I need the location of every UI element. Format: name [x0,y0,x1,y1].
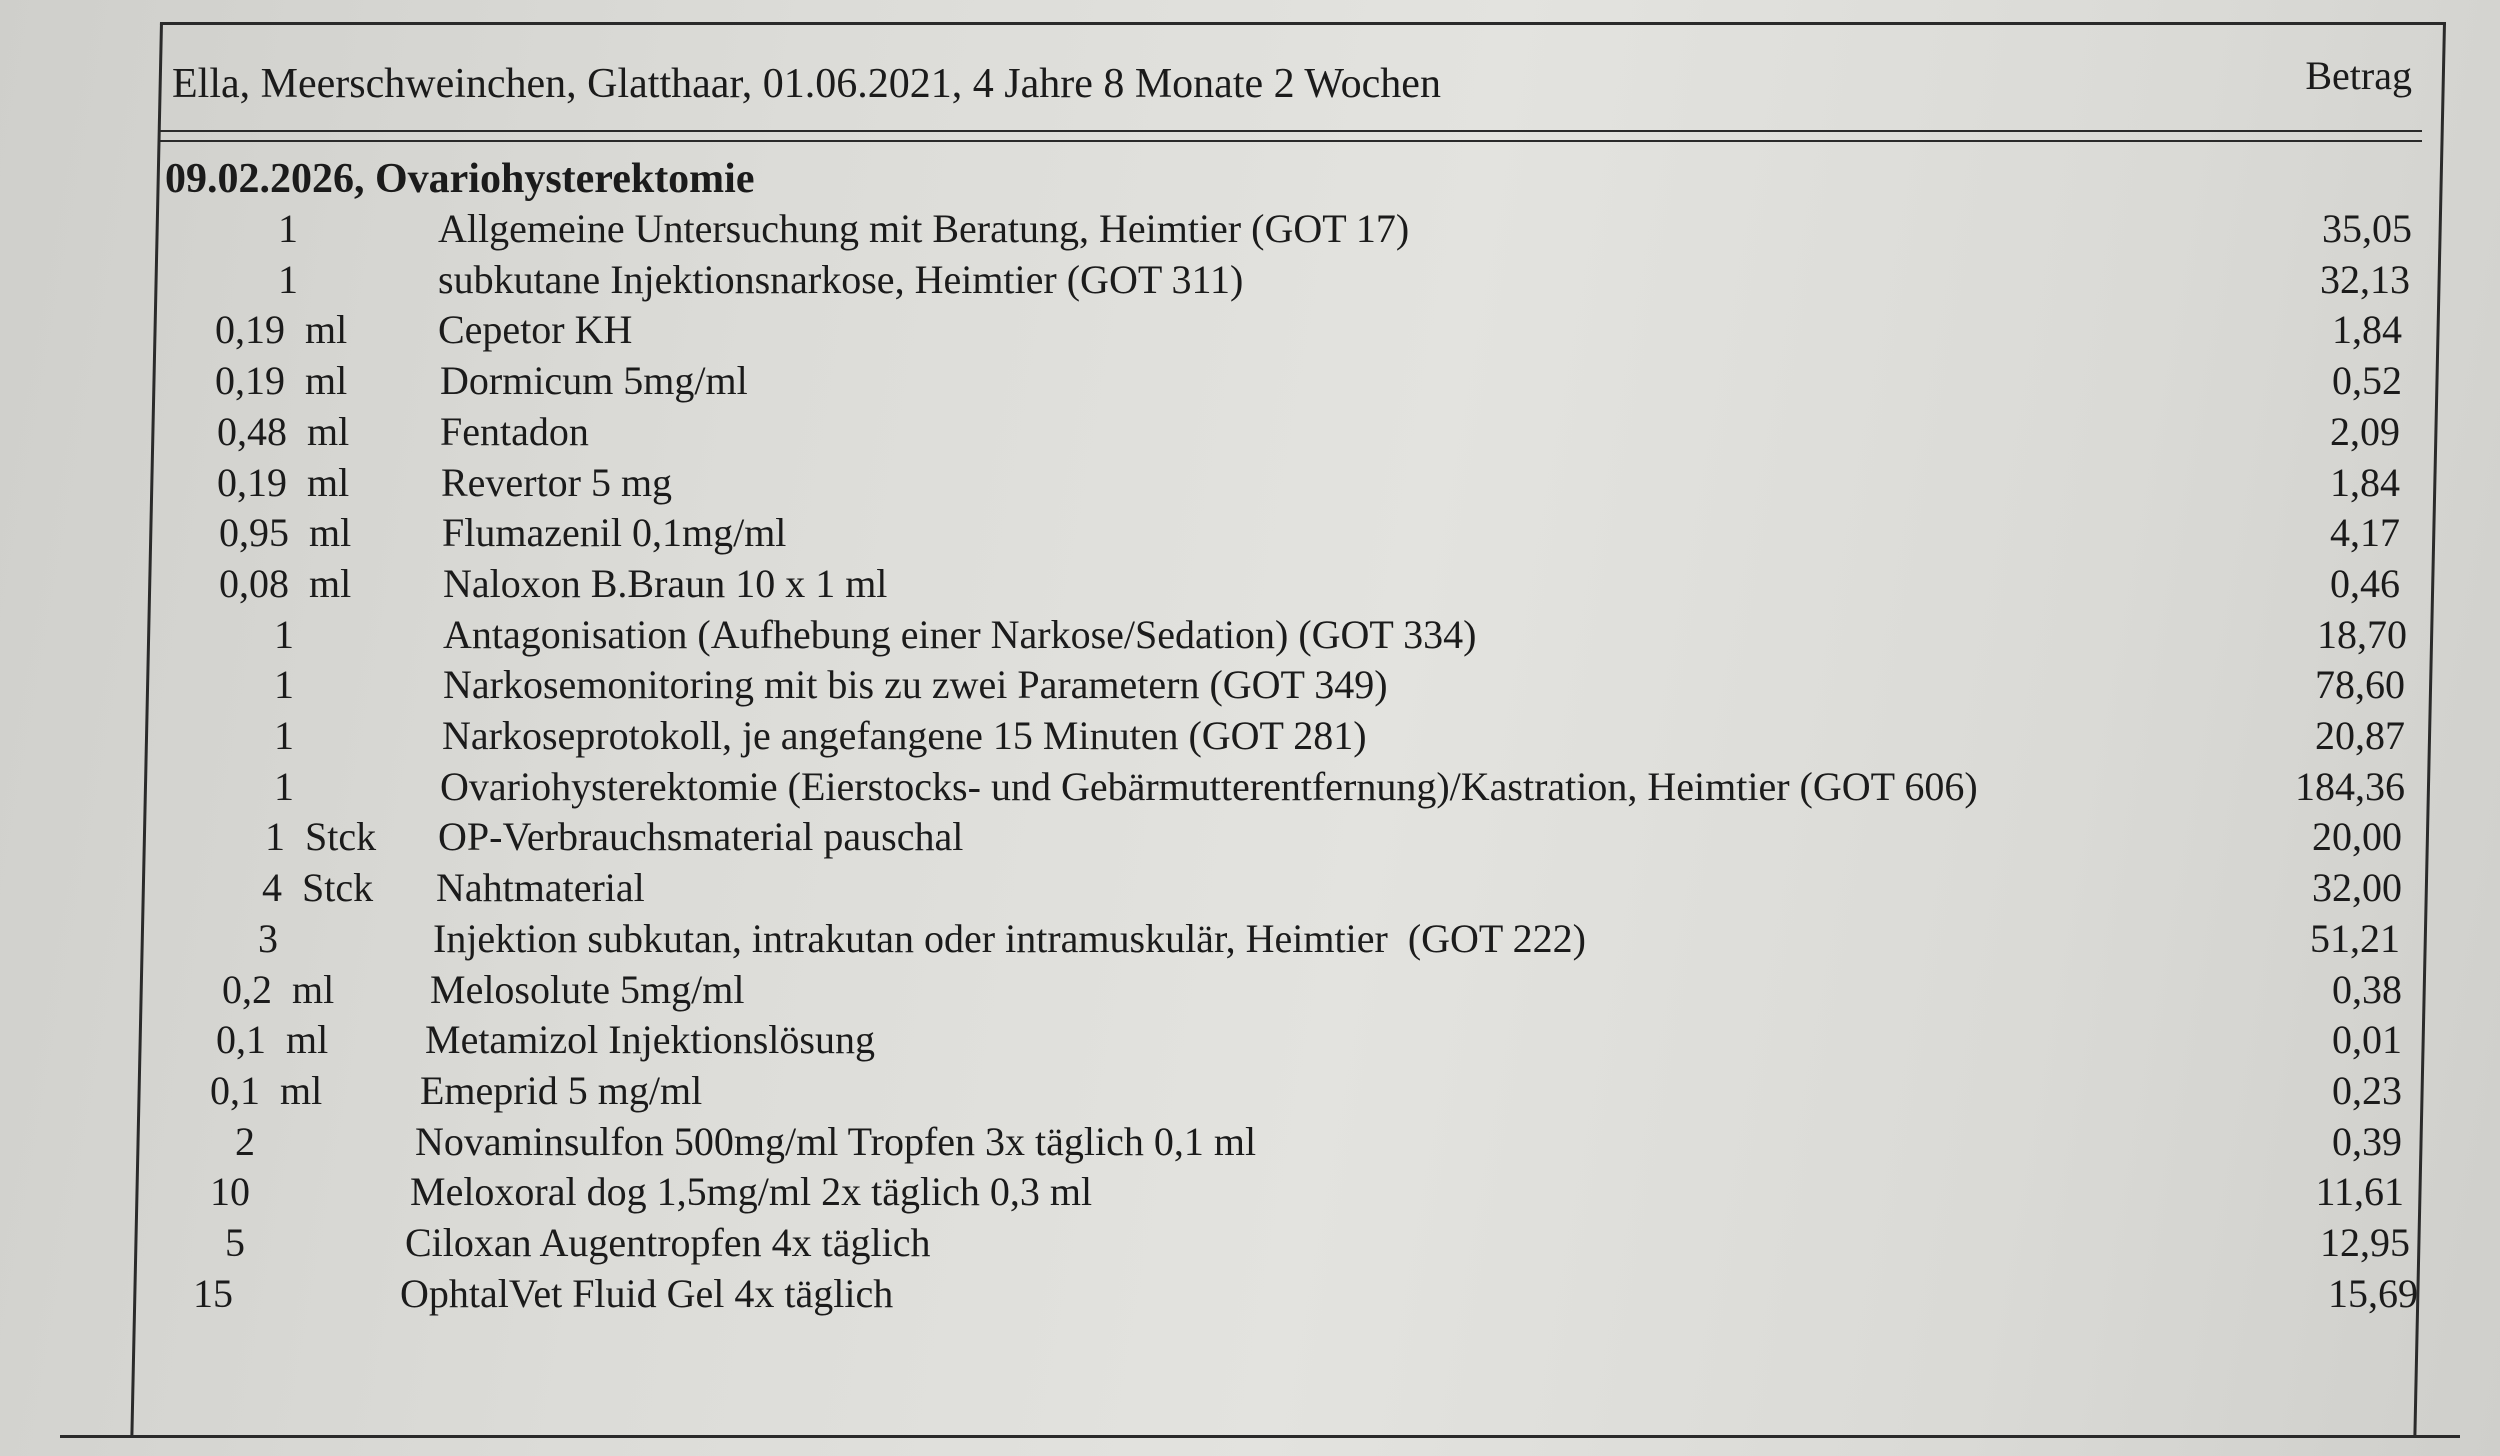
invoice-line-item [0,1219,2500,1269]
item-description: OphtalVet Fluid Gel 4x täglich [400,1270,894,1316]
item-quantity: 3 [258,915,278,961]
treatment-date-title: 09.02.2026, Ovariohysterektomie [165,156,755,202]
item-amount: 0,46 [2330,560,2400,606]
item-description: Ovariohysterektomie (Eierstocks- und Gebärmutterentfernung)/Kastration, Heimtier (GOT 606) [440,763,1978,809]
invoice-line-item [0,509,2500,559]
item-quantity: 1 [278,256,298,302]
item-quantity: 0,1 ml [210,1067,323,1113]
item-quantity: 0,19 ml [215,307,348,353]
invoice-line-item [0,306,2500,356]
item-amount: 11,61 [2315,1169,2404,1215]
item-quantity: 0,08 ml [219,560,352,606]
item-description: Antagonisation (Aufhebung einer Narkose/Sedation) (GOT 334) [443,611,1477,657]
item-amount: 0,01 [2332,1017,2402,1063]
item-description: Cepetor KH [438,307,633,353]
item-description: Nahtmaterial [436,865,645,911]
invoice-line-item [0,813,2500,863]
item-quantity: 5 [225,1220,245,1265]
item-amount: 18,70 [2317,611,2407,657]
invoice-line-item [0,1118,2500,1168]
invoice-line-item [0,256,2500,306]
item-quantity: 1 Stck [265,814,377,860]
item-quantity: 0,48 ml [217,408,350,454]
item-quantity: 1 [274,713,294,758]
item-description: Metamizol Injektionslösung [425,1017,875,1063]
item-quantity: 15 [193,1270,233,1316]
item-quantity: 1 [274,763,294,809]
item-amount: 2,09 [2330,408,2400,454]
item-description: Revertor 5 mg [441,459,673,505]
item-amount: 15,69 [2328,1270,2418,1316]
invoice-line-item [0,1016,2500,1066]
item-amount: 1,84 [2332,307,2402,353]
item-description: Flumazenil 0,1mg/ml [442,510,787,556]
invoice-line-item [0,712,2500,762]
item-description: Emeprid 5 mg/ml [420,1067,703,1113]
invoice-line-item [0,357,2500,407]
invoice-line-item [0,459,2500,509]
item-quantity: 0,19 ml [217,459,350,505]
item-description: Allgemeine Untersuchung mit Beratung, Heimtier (GOT 17) [438,206,1410,251]
item-amount: 1,84 [2330,459,2400,505]
invoice-line-item [0,763,2500,813]
item-description: Melosolute 5mg/ml [430,966,745,1012]
item-amount: 35,05 [2322,206,2412,251]
item-description: Narkoseprotokoll, je angefangene 15 Minuten (GOT 281) [442,713,1367,758]
item-amount: 184,36 [2295,763,2405,809]
item-description: OP-Verbrauchsmaterial pauschal [438,814,964,860]
item-quantity: 10 [210,1169,250,1215]
invoice-line-item [0,560,2500,610]
item-quantity: 2 [235,1118,255,1164]
item-description: Ciloxan Augentropfen 4x täglich [405,1220,931,1265]
item-description: Naloxon B.Braun 10 x 1 ml [443,560,888,606]
invoice-line-item [0,966,2500,1016]
patient-info: Ella, Meerschweinchen, Glatthaar, 01.06.2021, 4 Jahre 8 Monate 2 Wochen [172,61,1441,107]
invoice-line-item [0,1270,2500,1320]
item-amount: 78,60 [2315,662,2405,708]
invoice-line-item [0,864,2500,914]
invoice-line-item [0,1067,2500,1117]
item-amount: 32,13 [2320,256,2410,302]
invoice-line-item [0,661,2500,711]
item-quantity: 1 [274,662,294,708]
item-amount: 32,00 [2312,865,2402,911]
amount-column-header: Betrag [2305,53,2412,98]
item-amount: 20,87 [2315,713,2405,758]
item-quantity: 0,1 ml [216,1017,329,1063]
item-description: Dormicum 5mg/ml [440,358,748,404]
item-amount: 0,52 [2332,358,2402,404]
item-description: subkutane Injektionsnarkose, Heimtier (GOT 311) [438,256,1244,302]
item-quantity: 1 [274,611,294,657]
item-quantity: 1 [278,206,298,251]
item-description: Narkosemonitoring mit bis zu zwei Parametern (GOT 349) [443,662,1388,708]
bottom-divider [60,1435,2460,1438]
invoice-line-item [0,1168,2500,1218]
item-quantity: 0,19 ml [215,358,348,404]
invoice-line-item [0,408,2500,458]
item-quantity: 0,2 ml [222,966,335,1012]
invoice-line-item [0,611,2500,661]
item-amount: 0,23 [2332,1067,2402,1113]
item-description: Fentadon [440,408,589,454]
item-amount: 0,38 [2332,966,2402,1012]
item-amount: 0,39 [2332,1118,2402,1164]
item-amount: 20,00 [2312,814,2402,860]
header-divider-double [160,140,2422,142]
header-divider [160,130,2422,132]
item-description: Injektion subkutan, intrakutan oder intramuskulär, Heimtier (GOT 222) [433,915,1586,961]
item-amount: 12,95 [2320,1220,2410,1265]
item-amount: 4,17 [2330,510,2400,556]
item-quantity: 0,95 ml [219,510,352,556]
item-description: Meloxoral dog 1,5mg/ml 2x täglich 0,3 ml [410,1169,1093,1215]
invoice-line-item [0,205,2500,255]
invoice-line-item [0,915,2500,965]
item-description: Novaminsulfon 500mg/ml Tropfen 3x täglich 0,1 ml [415,1118,1257,1164]
item-quantity: 4 Stck [262,865,374,911]
item-amount: 51,21 [2310,915,2400,961]
